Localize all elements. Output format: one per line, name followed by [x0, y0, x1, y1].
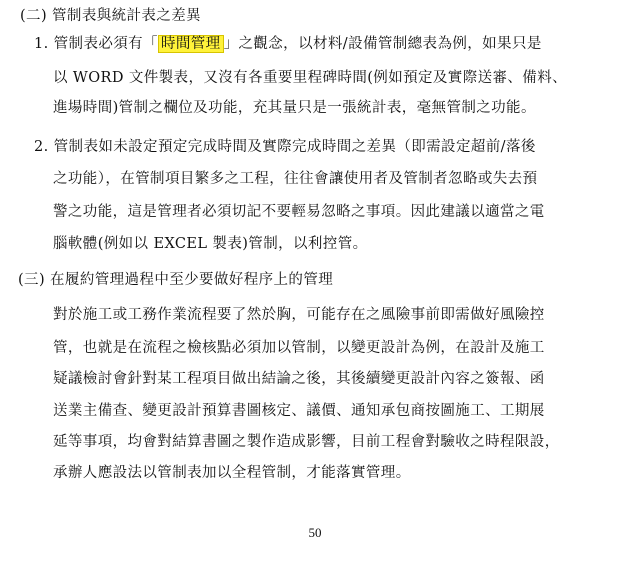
- item-1-line-1-before: 管制表必須有「: [53, 36, 158, 52]
- item-1-number: 1.: [34, 36, 49, 52]
- item-1-line-2: 以 WORD 文件製表，又沒有各重要里程碑時間(例如預定及實際送審、備料、: [53, 70, 568, 86]
- page-number: 50: [308, 525, 322, 540]
- section-2-heading: (二) 管制表與統計表之差異: [20, 8, 202, 24]
- item-2-line-1-text: 管制表如未設定預定完成時間及實際完成時間之差異（即需設定超前/落後: [53, 139, 536, 155]
- section-3-line-4: 送業主備查、變更設計預算書圖核定、議價、通知承包商按圖施工、工期展: [53, 403, 545, 419]
- section-3-line-6: 承辦人應設法以管制表加以全程管制，才能落實管理。: [53, 465, 411, 481]
- item-2-line-4: 腦軟體(例如以 EXCEL 製表)管制，以利控管。: [53, 236, 368, 252]
- item-2-number: 2.: [34, 139, 49, 155]
- section-3-line-1: 對於施工或工務作業流程要了然於胸，可能存在之風險事前即需做好風險控: [53, 307, 545, 323]
- section-3-line-2: 管，也就是在流程之檢核點必須加以管制，以變更設計為例，在設計及施工: [53, 340, 545, 356]
- item-2-line-2: 之功能），在管制項目繁多之工程，往往會讓使用者及管制者忽略或失去預: [53, 171, 538, 187]
- highlighted-term: 時間管理: [158, 35, 224, 53]
- item-1-line-1-after: 」之觀念，以材料/設備管制總表為例，如果只是: [223, 36, 542, 52]
- section-3-heading: (三) 在履約管理過程中至少要做好程序上的管理: [18, 272, 334, 288]
- item-2-line-1: [34, 137, 536, 157]
- item-1-line-3: 進場時間)管制之欄位及功能，充其量只是一張統計表，毫無管制之功能。: [53, 100, 536, 116]
- item-1-line-1: [34, 34, 542, 54]
- section-3-line-3: 疑議檢討會針對某工程項目做出結論之後，其後續變更設計內容之簽報、函: [53, 371, 545, 387]
- item-2-line-3: 警之功能，這是管理者必須切記不要輕易忽略之事項。因此建議以適當之電: [53, 204, 545, 220]
- section-3-line-5: 延等事項，均會對結算書圖之製作造成影響，目前工程會對驗收之時程限設，: [53, 434, 560, 450]
